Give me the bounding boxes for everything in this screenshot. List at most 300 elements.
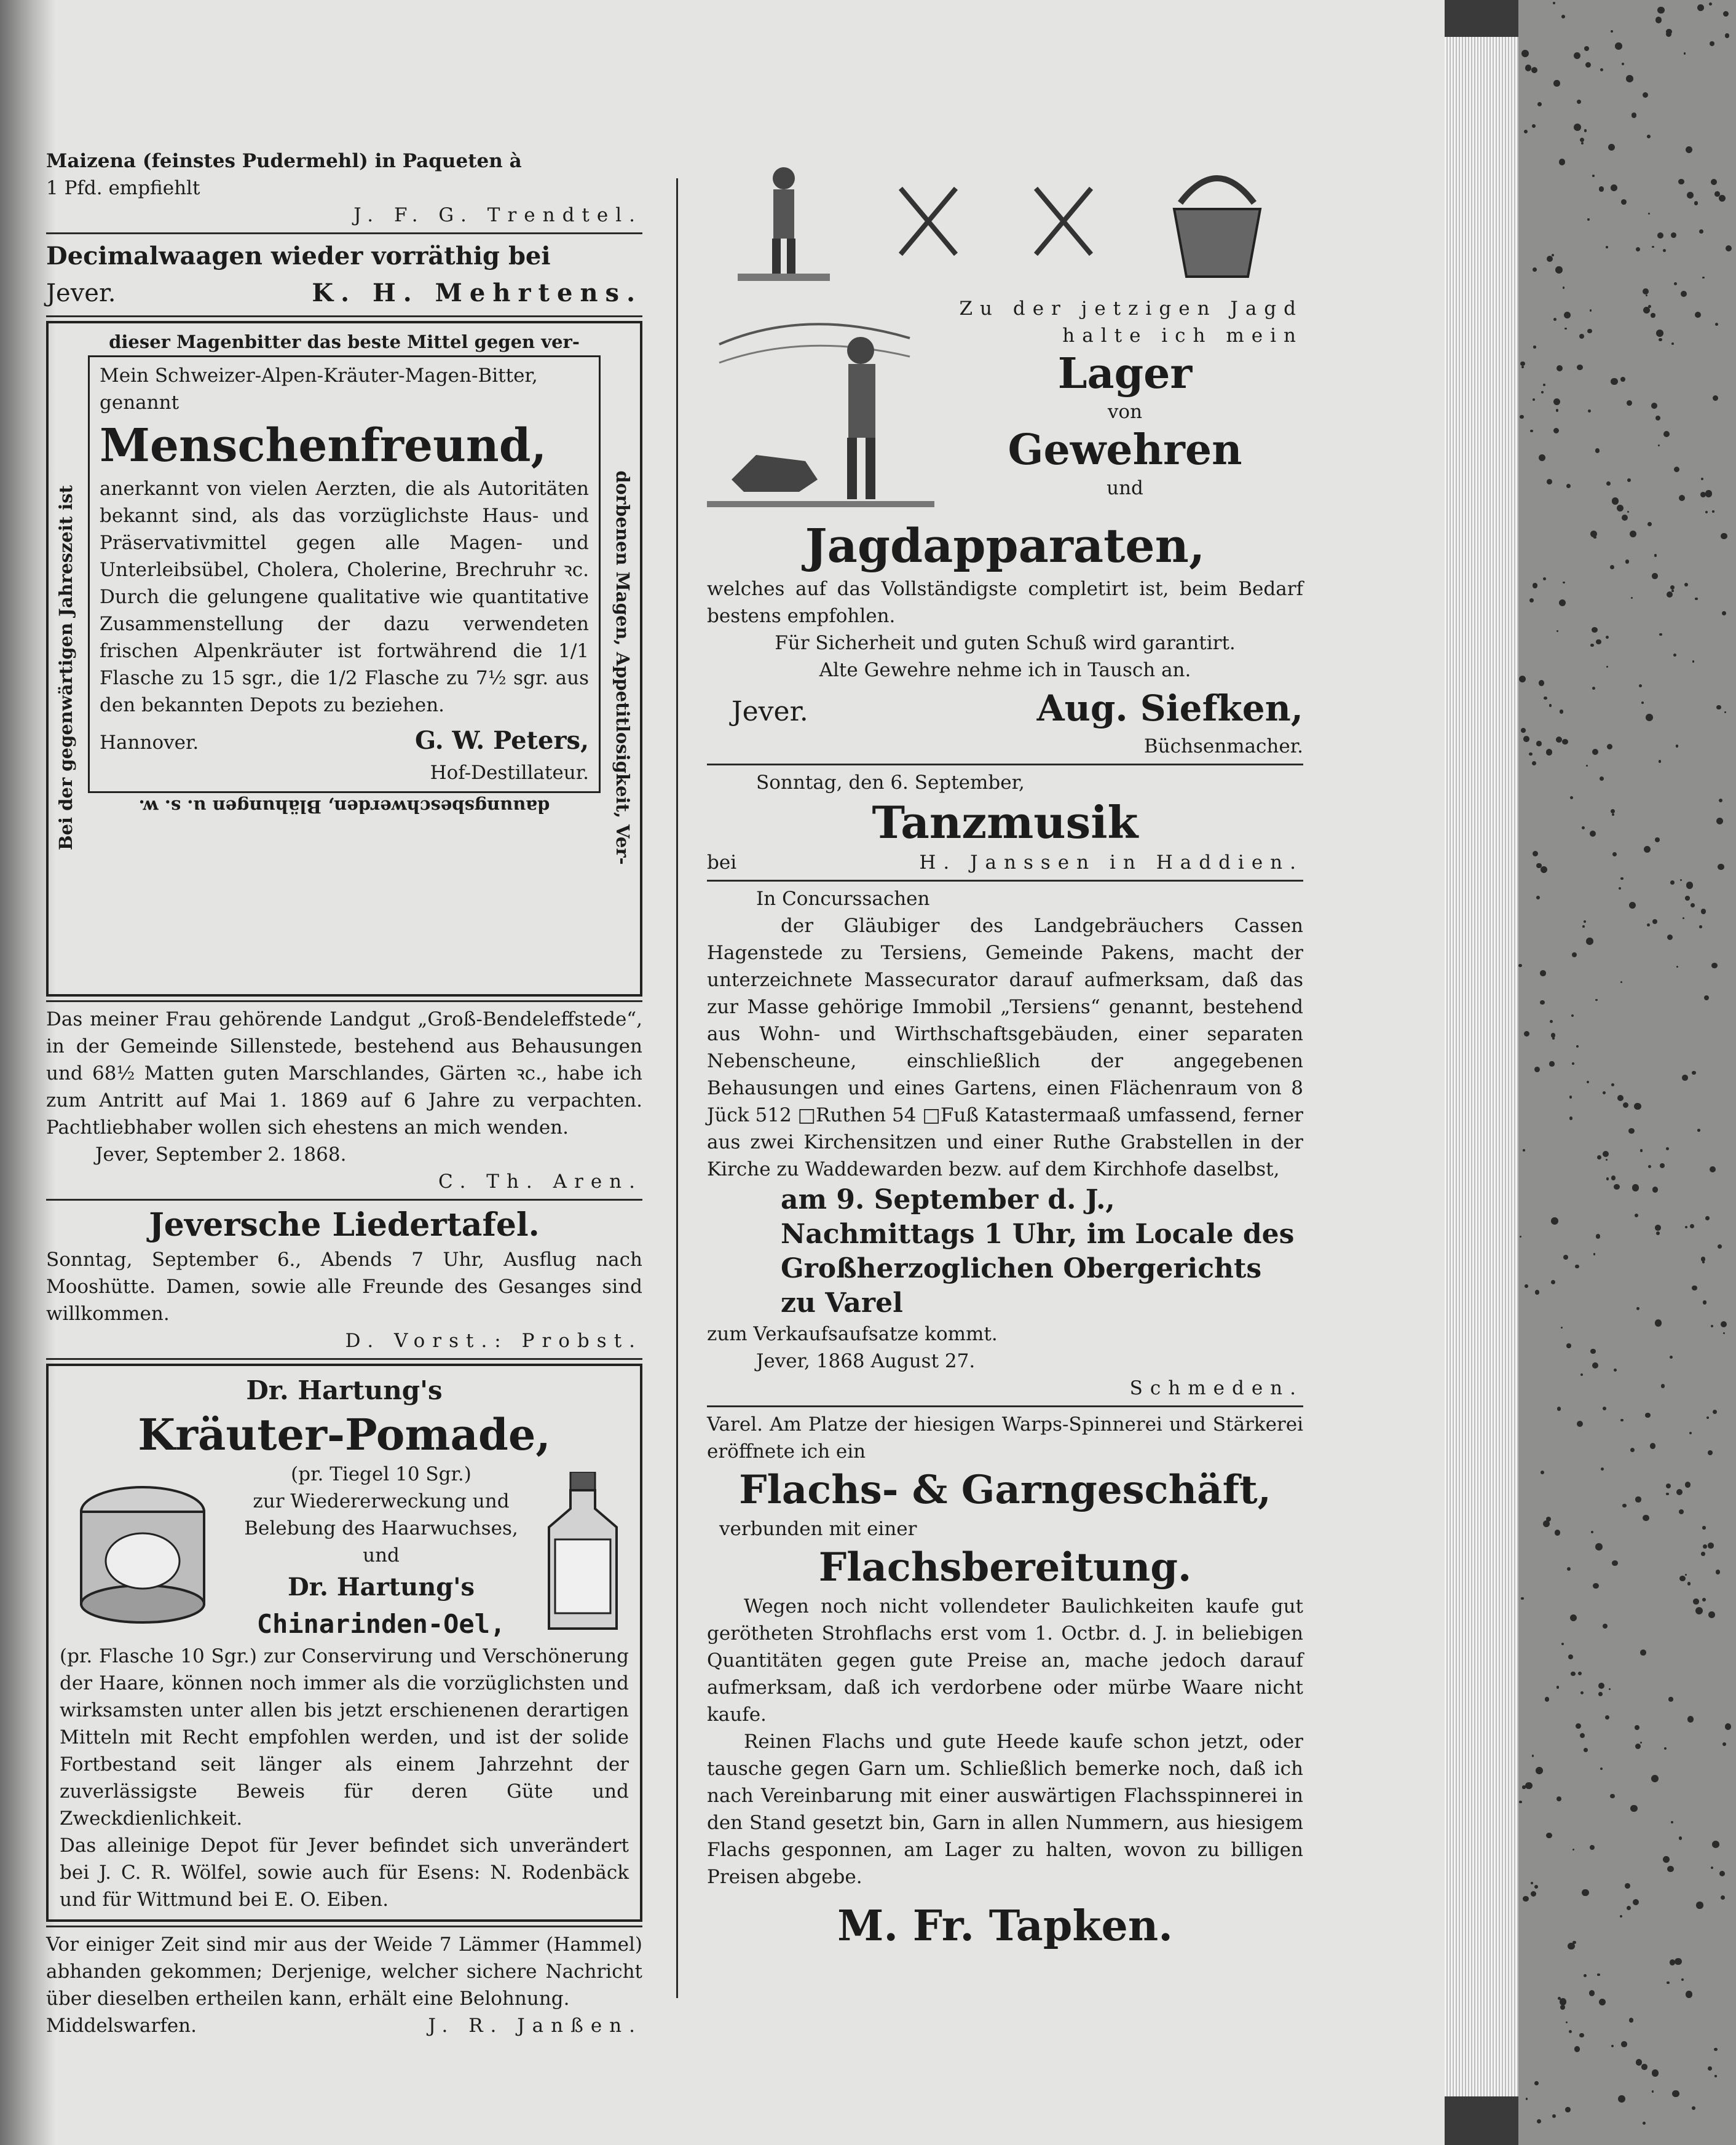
- speckle: [1543, 384, 1545, 386]
- speckle: [1676, 745, 1678, 747]
- speckle: [1541, 1471, 1544, 1474]
- speckle: [1535, 1290, 1540, 1295]
- speckle: [1610, 1794, 1614, 1798]
- speckle: [1536, 896, 1540, 899]
- speckle: [1640, 1649, 1646, 1656]
- peters-name: G. W. Peters,: [414, 726, 589, 755]
- tapken-intro: Varel. Am Platze der hiesigen Warps-Spinnerei und Stärkerei eröffnete ich ein: [707, 1413, 1303, 1463]
- speckle: [1631, 597, 1633, 599]
- speckle: [1726, 245, 1732, 251]
- speckle: [1577, 1421, 1583, 1427]
- speckle: [1562, 739, 1568, 745]
- speckle: [1593, 1253, 1595, 1255]
- speckle: [1523, 1149, 1525, 1152]
- speckle: [1560, 709, 1563, 713]
- speckle: [1627, 511, 1630, 513]
- peters-body: anerkannt von vielen Aerzten, die als Autoritäten bekannt sind, als das vorzüglichste Haus- und Präservativmittel gegen alle Magen- und Unterleibsübel, Cholera, Cholerine, Brechruhr ꝛc. Durch die gelungene qualitative wie quantitative Zusammenstellung der dazu verwendeten frischen Alpenkräuter ist fortwährend die 1/1 Flasche zu 15 sgr., die 1/2 Flasche zu 7½ sgr. aus den bekannten Depots zu beziehen.: [100, 478, 589, 716]
- speckle: [1701, 909, 1706, 914]
- speckle: [1622, 1504, 1627, 1508]
- speckle: [1627, 1906, 1631, 1910]
- speckle: [1563, 1255, 1568, 1260]
- speckle: [1591, 1531, 1593, 1533]
- speckle: [1578, 1672, 1582, 1676]
- siefken-place: Jever.: [732, 696, 808, 727]
- concurs-date: Jever, 1868 August 27.: [756, 1350, 976, 1372]
- speckle: [1666, 1493, 1668, 1495]
- speckle: [1582, 925, 1585, 928]
- speckle: [1705, 1216, 1710, 1220]
- speckle: [1555, 1530, 1561, 1536]
- speckle: [1611, 2045, 1614, 2047]
- speckle: [1556, 409, 1558, 411]
- speckle: [1684, 52, 1686, 54]
- speckle: [1660, 1163, 1665, 1168]
- peters-intro: Mein Schweizer-Alpen-Kräuter-Magen-Bitter, genannt: [100, 365, 538, 414]
- speckle: [1692, 660, 1694, 662]
- concurs-head: In Concurssachen: [756, 888, 930, 910]
- speckle: [1553, 318, 1556, 321]
- speckle: [1635, 1744, 1641, 1749]
- speckle: [1523, 736, 1529, 742]
- speckle: [1636, 1307, 1639, 1310]
- speckle: [1680, 879, 1682, 881]
- speckle: [1592, 627, 1598, 633]
- speckle: [1574, 52, 1580, 59]
- peters-border-bottom: dauungsbeschwerden, Blähungen u. s. w.: [138, 796, 550, 817]
- speckle: [1644, 846, 1651, 853]
- divider: [46, 1358, 642, 1360]
- liedertafel-signature: D. Vorst.: Probst.: [345, 1330, 642, 1352]
- ad-hartung: [46, 1364, 642, 1922]
- speckle: [1570, 796, 1573, 799]
- speckle: [1687, 1716, 1694, 1723]
- speckle: [1702, 1261, 1705, 1263]
- speckle: [1654, 554, 1657, 557]
- speckle: [1566, 2021, 1568, 2023]
- speckle: [1702, 277, 1704, 278]
- speckle: [1540, 970, 1546, 976]
- marbled-cover: [1518, 0, 1736, 2145]
- speckle: [1647, 522, 1652, 527]
- speckle: [1547, 479, 1552, 484]
- speckle: [1705, 490, 1713, 497]
- speckle: [1560, 2005, 1565, 2010]
- speckle: [1525, 1284, 1528, 1288]
- speckle: [1606, 1159, 1608, 1161]
- waagen-place: Jever.: [46, 279, 116, 307]
- speckle: [1584, 1748, 1588, 1752]
- speckle: [1697, 1129, 1700, 1132]
- speckle: [1681, 1978, 1684, 1981]
- speckle: [1652, 246, 1654, 248]
- speckle: [1693, 1598, 1699, 1605]
- speckle: [1664, 1747, 1667, 1750]
- speckle: [1577, 365, 1582, 370]
- speckle: [1701, 478, 1703, 480]
- siefken-lager: Lager: [1057, 349, 1193, 398]
- speckle: [1603, 1151, 1609, 1157]
- speckle: [1618, 2095, 1625, 2103]
- speckle: [1648, 305, 1651, 308]
- speckle: [1701, 1257, 1705, 1261]
- speckle: [1610, 565, 1614, 569]
- speckle: [1590, 831, 1596, 837]
- speckle: [1539, 454, 1545, 461]
- speckle: [1636, 2059, 1642, 2065]
- hartung-depot: Das alleinige Depot für Jever befindet sich unverändert bei J. C. R. Wölfel, sowie auch für Esens: N. Rodenbäck und für Wittmund bei E. O. Eiben.: [60, 1835, 629, 1911]
- speckle: [1556, 1796, 1561, 1801]
- siefken-name: Aug. Siefken,: [1036, 687, 1303, 729]
- speckle: [1614, 1369, 1617, 1372]
- speckle: [1671, 232, 1676, 238]
- speckle: [1636, 247, 1640, 251]
- speckle: [1703, 1544, 1707, 1549]
- tapken-p2: Reinen Flachs und gute Heede kaufe schon jetzt, oder tausche gegen Garn um. Schließlich bemerke noch, daß ich nach Vereinbarung mit einer auswärtigen Flachsspinnerei in den Stand gesetzt bin, Garn in allen Nummern, aus hiesigem Flachs gesponnen, am Lager zu halten, wovon zu billigen Preisen abgebe.: [707, 1731, 1303, 1888]
- speckle: [1545, 1697, 1549, 1701]
- laemmer-body: Vor einiger Zeit sind mir aus der Weide 7 Lämmer (Hammel) abhanden gekommen; Derjenige, welcher sichere Nachricht über dieselben ertheilen kann, erhält eine Belohnung.: [46, 1934, 642, 2010]
- speckle: [1572, 1941, 1576, 1944]
- ad-tanzmusik: [707, 769, 1303, 876]
- speckle: [1663, 1856, 1670, 1863]
- hartung-body: (pr. Flasche 10 Sgr.) zur Conservirung und Verschönerung der Haare, können noch immer als die vorzüglichsten und wirksamsten unter allen bis jetzt erschienenen derartigen Mitteln mit Recht empfohlen werden, und ist der solide Fortbestand seit länger als einem Jahrzehnt der zuverlässigste Beweis für deren Güte und Zweckdienlichkeit.: [60, 1645, 629, 1830]
- speckle: [1606, 666, 1608, 668]
- speckle: [1617, 505, 1624, 512]
- speckle: [1605, 1715, 1610, 1720]
- ad-laemmer: [46, 1931, 642, 2039]
- speckle: [1620, 877, 1624, 880]
- speckle: [1634, 1103, 1641, 1110]
- speckle: [1587, 1081, 1589, 1083]
- speckle: [1695, 312, 1701, 318]
- ad-landgut: [46, 1006, 642, 1195]
- speckle: [1684, 583, 1688, 587]
- speckle: [1667, 934, 1673, 940]
- divider: [46, 1926, 642, 1927]
- speckle: [1533, 267, 1537, 272]
- speckle: [1611, 378, 1618, 385]
- speckle: [1689, 1432, 1692, 1434]
- speckle: [1652, 919, 1657, 924]
- laemmer-signature: J. R. Janßen.: [428, 2015, 642, 2037]
- speckle: [1630, 531, 1636, 537]
- speckle: [1652, 2069, 1659, 2076]
- speckle: [1556, 1686, 1559, 1688]
- speckle: [1556, 737, 1562, 743]
- speckle: [1543, 577, 1546, 580]
- speckle: [1679, 1836, 1682, 1839]
- speckle: [1603, 1407, 1606, 1410]
- speckle: [1557, 1407, 1561, 1411]
- speckle: [1725, 33, 1730, 38]
- speckle: [1612, 1560, 1617, 1566]
- speckle: [1687, 192, 1694, 199]
- tapken-p1: Wegen noch nicht vollendeter Baulichkeiten kaufe gut gerötheten Strohflachs erst vom 1. Octbr. d. J. in beliebigen Quantitäten gegen gute Preise an, mache jedoch darauf aufmerksam, daß ich verdorbene oder mürbe Waare nicht kaufe.: [707, 1595, 1303, 1726]
- speckle: [1521, 50, 1529, 57]
- speckle: [1526, 2098, 1528, 2100]
- ad-concurs: [707, 885, 1303, 1402]
- speckle: [1617, 1095, 1624, 1101]
- speckle: [1536, 741, 1542, 746]
- speckle: [1713, 395, 1718, 401]
- speckle: [1519, 1801, 1522, 1804]
- hartung-name2: Dr. Hartung's: [287, 1573, 475, 1602]
- speckle: [1678, 179, 1684, 184]
- speckle: [1600, 776, 1604, 781]
- speckle: [1520, 1236, 1522, 1238]
- speckle: [1607, 744, 1612, 749]
- hartung-name: Dr. Hartung's: [246, 1375, 443, 1405]
- speckle: [1648, 213, 1650, 215]
- speckle: [1563, 286, 1565, 289]
- speckle: [1553, 428, 1559, 433]
- speckle: [1708, 1450, 1712, 1455]
- speckle: [1692, 1286, 1697, 1291]
- speckle: [1559, 599, 1566, 606]
- speckle: [1659, 633, 1662, 636]
- speckle: [1561, 1327, 1563, 1329]
- speckle: [1685, 1226, 1688, 1229]
- speckle: [1552, 2114, 1556, 2118]
- speckle: [1601, 1468, 1604, 1471]
- speckle: [1611, 184, 1617, 191]
- speckle: [1710, 41, 1714, 46]
- speckle: [1547, 256, 1553, 262]
- speckle: [1580, 1373, 1583, 1376]
- speckle: [1691, 903, 1695, 907]
- speckle: [1721, 1895, 1725, 1900]
- hartung-und: und: [363, 1544, 400, 1566]
- speckle: [1719, 195, 1726, 202]
- column-rule: [676, 178, 678, 1998]
- speckle: [1540, 1000, 1544, 1005]
- speckle: [1706, 1416, 1709, 1419]
- speckle: [1628, 1128, 1635, 1134]
- speckle: [1690, 1224, 1694, 1228]
- speckle: [1659, 760, 1661, 762]
- speckle: [1708, 2066, 1713, 2071]
- speckle: [1551, 1280, 1555, 1284]
- speckle: [1521, 728, 1526, 733]
- speckle: [1546, 749, 1552, 755]
- speckle: [1524, 1031, 1529, 1037]
- speckle: [1686, 882, 1694, 889]
- speckle: [1592, 1362, 1598, 1369]
- tanz-host: H. Janssen in Haddien.: [919, 851, 1303, 874]
- speckle: [1553, 398, 1560, 405]
- hunter-shooting-icon: [707, 295, 934, 516]
- speckle: [1606, 481, 1611, 486]
- game-bag-icon: [1156, 160, 1279, 283]
- maizena-signature: J. F. G. Trendtel.: [353, 204, 642, 226]
- speckle: [1571, 1014, 1574, 1017]
- speckle: [1716, 1570, 1720, 1574]
- speckle: [1635, 1725, 1639, 1730]
- ad-tapken: [707, 1411, 1303, 1956]
- speckle: [1679, 1509, 1684, 1514]
- speckle: [1609, 1688, 1611, 1690]
- speckle: [1657, 7, 1664, 14]
- siefken-title: Büchsenmacher.: [1143, 735, 1303, 757]
- speckle: [1711, 1867, 1713, 1869]
- speckle: [1640, 1149, 1643, 1152]
- speckle: [1590, 1349, 1595, 1354]
- speckle: [1533, 851, 1539, 857]
- tanz-title: Tanzmusik: [872, 796, 1138, 848]
- speckle: [1655, 416, 1661, 421]
- speckle: [1621, 2041, 1627, 2047]
- speckle: [1584, 129, 1587, 132]
- speckle: [1643, 288, 1649, 294]
- speckle: [1711, 963, 1718, 969]
- siefken-gewehren: Gewehren: [1008, 425, 1242, 475]
- speckle: [1719, 799, 1722, 802]
- speckle: [1574, 2046, 1580, 2052]
- speckle: [1646, 294, 1647, 296]
- speckle: [1646, 714, 1653, 721]
- divider: [707, 764, 1303, 765]
- speckle: [1522, 1785, 1525, 1788]
- speckle: [1718, 864, 1724, 871]
- speckle: [1551, 1033, 1555, 1037]
- speckle: [1711, 1325, 1713, 1327]
- speckle: [1549, 704, 1552, 706]
- speckle: [1633, 1899, 1639, 1905]
- speckle: [1697, 4, 1705, 12]
- speckle: [1597, 1155, 1601, 1159]
- divider: [46, 315, 642, 317]
- hunter-icon: [732, 160, 836, 283]
- concurs-tail: zum Verkaufsaufsatze kommt.: [707, 1323, 998, 1345]
- speckle: [1553, 80, 1560, 86]
- speckle: [1701, 1552, 1705, 1556]
- speckle: [1564, 328, 1567, 330]
- speckle: [1592, 175, 1595, 177]
- speckle: [1521, 366, 1524, 368]
- speckle: [1667, 1981, 1670, 1985]
- landgut-date: Jever, September 2. 1868.: [95, 1144, 347, 1166]
- speckle: [1658, 444, 1660, 446]
- speckle: [1692, 2106, 1695, 2110]
- speckle: [1666, 31, 1671, 37]
- speckle: [1525, 1782, 1532, 1789]
- speckle: [1612, 813, 1614, 816]
- speckle: [1533, 583, 1537, 588]
- speckle: [1721, 1321, 1727, 1327]
- speckle: [1623, 1102, 1628, 1108]
- hunting-illustration: [707, 148, 1303, 295]
- speckle: [1670, 1356, 1673, 1359]
- speckle: [1632, 1184, 1639, 1191]
- speckle: [1531, 67, 1537, 73]
- speckle: [1608, 144, 1615, 151]
- speckle: [1714, 2048, 1718, 2052]
- speckle: [1550, 1020, 1553, 1023]
- speckle: [1631, 113, 1637, 118]
- divider: [46, 1000, 642, 1002]
- speckle: [1656, 330, 1663, 337]
- speckle: [1716, 818, 1723, 824]
- speckle: [1695, 1607, 1703, 1614]
- siefken-exchange: Alte Gewehre nehme ich in Tausch an.: [819, 659, 1191, 681]
- speckle: [1523, 1896, 1528, 1902]
- speckle: [1611, 1083, 1614, 1086]
- speckle: [1648, 1165, 1652, 1169]
- speckle: [1593, 1583, 1598, 1589]
- tapken-title: Flachs- & Garngeschäft,: [739, 1467, 1271, 1513]
- speckle: [1659, 338, 1662, 341]
- speckle: [1520, 361, 1525, 366]
- speckle: [1574, 124, 1581, 131]
- speckle: [1643, 1515, 1649, 1521]
- speckle: [1606, 246, 1608, 248]
- speckle: [1620, 1915, 1622, 1918]
- speckle: [1621, 199, 1627, 205]
- maizena-line1: Maizena (feinstes Pudermehl) in Paqueten à: [46, 150, 522, 172]
- speckle: [1552, 254, 1554, 256]
- speckle: [1629, 902, 1636, 909]
- ad-maizena: [46, 148, 642, 229]
- concurs-auction: am 9. September d. J., Nachmittags 1 Uhr, im Locale des Großherzoglichen Obergerichts zu Varel: [781, 1184, 1295, 1319]
- speckle: [1708, 1543, 1714, 1549]
- speckle: [1702, 1598, 1706, 1602]
- speckle: [1580, 1733, 1585, 1738]
- speckle: [1668, 1697, 1673, 1701]
- laemmer-place: Middelswarfen.: [46, 2015, 197, 2037]
- speckle: [1709, 2, 1712, 6]
- speckle: [1663, 249, 1666, 252]
- speckle: [1708, 1611, 1715, 1618]
- speckle: [1725, 1723, 1731, 1729]
- speckle: [1541, 391, 1544, 393]
- speckle: [1611, 1175, 1616, 1180]
- speckle: [1652, 2090, 1654, 2093]
- speckle: [1635, 1496, 1641, 1502]
- speckle: [1681, 291, 1687, 297]
- speckle: [1572, 1849, 1574, 1851]
- speckle: [1589, 1990, 1595, 1996]
- speckle: [1627, 478, 1631, 482]
- speckle: [1651, 313, 1655, 318]
- tapken-signature: M. Fr. Tapken.: [837, 1902, 1173, 1951]
- speckle: [1543, 1520, 1550, 1527]
- speckle: [1551, 1217, 1558, 1225]
- speckle: [1533, 346, 1536, 349]
- speckle: [1546, 1833, 1552, 1838]
- speckle: [1724, 711, 1726, 713]
- speckle: [1647, 923, 1650, 926]
- speckle: [1569, 1096, 1572, 1098]
- speckle: [1536, 1767, 1543, 1774]
- speckle: [1620, 1419, 1623, 1421]
- ad-decimalwaagen: [46, 238, 642, 312]
- speckle: [1572, 952, 1577, 958]
- speckle: [1532, 761, 1536, 765]
- speckle: [1696, 1902, 1703, 1908]
- speckle: [1600, 68, 1603, 71]
- speckle: [1590, 644, 1594, 647]
- speckle: [1686, 1991, 1693, 1998]
- speckle: [1595, 999, 1597, 1001]
- speckle: [1663, 431, 1670, 437]
- speckle: [1597, 1973, 1600, 1976]
- speckle: [1666, 1483, 1671, 1488]
- speckle: [1712, 510, 1714, 513]
- speckle: [1519, 676, 1526, 683]
- speckle: [1539, 680, 1545, 686]
- speckle: [1606, 636, 1609, 639]
- speckle: [1584, 1974, 1587, 1977]
- tanz-bei: bei: [707, 851, 737, 874]
